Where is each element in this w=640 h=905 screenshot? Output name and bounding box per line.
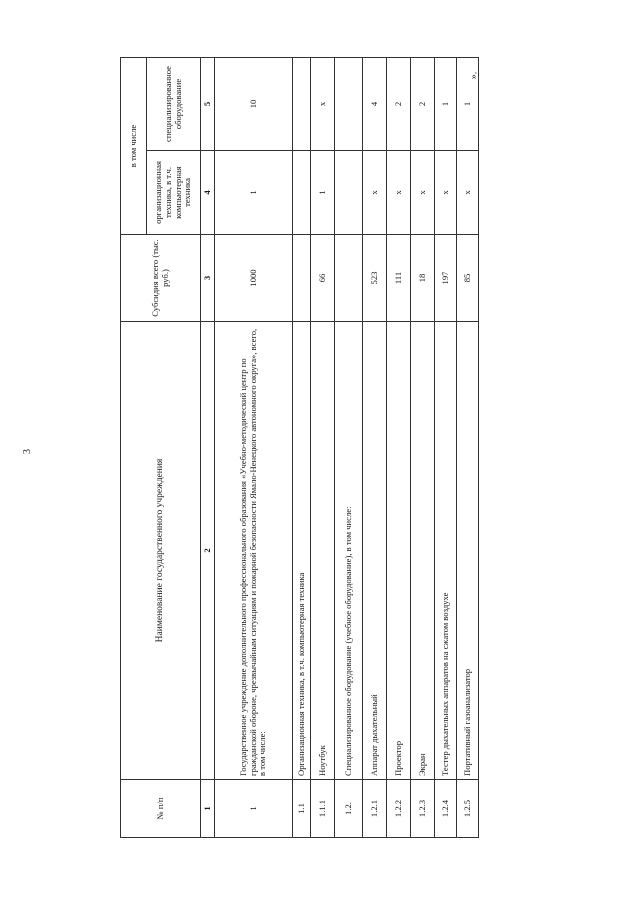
row-subsidy: 523 (363, 235, 387, 322)
row-org: х (387, 151, 411, 235)
table-row (457, 57, 479, 837)
row-name: Специализированное оборудование (учебное оборудование), в том числе: (335, 322, 363, 780)
row-spec: 2 (387, 57, 411, 150)
row-subsidy: 85 (457, 235, 479, 322)
row-org: х (363, 151, 387, 235)
row-org: 1 (215, 151, 293, 235)
row-subsidy: 18 (411, 235, 435, 322)
row-org: х (411, 151, 435, 235)
row-num: 1.2. (335, 780, 363, 838)
row-name: Государственное учреждение дополнительного профессионального образования «Учебно-методический центр по гражданской обороне, чрезвычайным ситуациям и пожарной безопасности Ямало-Ненецкого автономного округа», всего, в том числе: (215, 322, 293, 780)
col-number: 1 (201, 780, 215, 838)
row-org: 1 (311, 151, 335, 235)
header-name: Наименование государственного учреждения (121, 322, 201, 780)
header-subsidy: Субсидия всего (тыс. руб.) (121, 235, 201, 322)
subsidy-table (120, 57, 479, 838)
row-num: 1 (215, 780, 293, 838)
row-name: Аппарат дыхательный (363, 322, 387, 780)
row-spec (293, 57, 311, 150)
row-spec: 1 (457, 57, 479, 150)
row-name: Портативный газоанализатор (457, 322, 479, 780)
table-row (311, 57, 335, 837)
table-row (335, 57, 363, 837)
table-row (363, 57, 387, 837)
row-spec: 1 (435, 57, 457, 150)
closing-quote-mark: ». (468, 71, 480, 80)
row-num: 1.2.5 (457, 780, 479, 838)
col-number: 3 (201, 235, 215, 322)
row-subsidy (335, 235, 363, 322)
col-number: 5 (201, 57, 215, 150)
header-spec: специализированное оборудование (147, 57, 201, 150)
row-name: Ноутбук (311, 322, 335, 780)
row-name: Тестер дыхательных аппаратов на сжатом воздухе (435, 322, 457, 780)
table-row (435, 57, 457, 837)
table-row (293, 57, 311, 837)
row-num: 1.1.1 (311, 780, 335, 838)
row-num: 1.1 (293, 780, 311, 838)
table-row (215, 57, 293, 837)
row-subsidy: 111 (387, 235, 411, 322)
row-num: 1.2.2 (387, 780, 411, 838)
row-spec: х (311, 57, 335, 150)
row-num: 1.2.3 (411, 780, 435, 838)
row-name: Проектор (387, 322, 411, 780)
row-spec: 4 (363, 57, 387, 150)
col-number: 2 (201, 322, 215, 780)
column-numbers-row (201, 57, 215, 837)
row-spec: 10 (215, 57, 293, 150)
row-org (335, 151, 363, 235)
header-org: организационная техника, в т.ч. компьютерная техника (147, 151, 201, 235)
row-org (293, 151, 311, 235)
row-spec (335, 57, 363, 150)
row-subsidy: 1000 (215, 235, 293, 322)
table-row (411, 57, 435, 837)
row-num: 1.2.4 (435, 780, 457, 838)
col-number: 4 (201, 151, 215, 235)
row-name: Организационная техника, в т.ч. компьютерная техника (293, 322, 311, 780)
row-org: х (435, 151, 457, 235)
row-subsidy: 197 (435, 235, 457, 322)
table-row (387, 57, 411, 837)
header-num: № п/п (121, 780, 201, 838)
row-subsidy (293, 235, 311, 322)
row-subsidy: 66 (311, 235, 335, 322)
row-name: Экран (411, 322, 435, 780)
row-org: х (457, 151, 479, 235)
header-incl: в том числе (121, 57, 147, 234)
table-container (120, 58, 470, 838)
row-spec: 2 (411, 57, 435, 150)
page-number: 3 (22, 449, 33, 454)
row-num: 1.2.1 (363, 780, 387, 838)
